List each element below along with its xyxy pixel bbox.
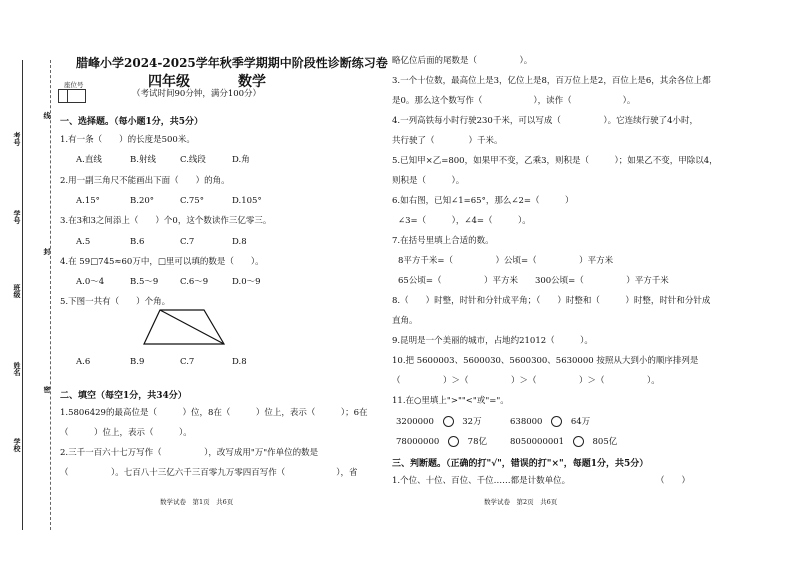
q2-option-d: D.105° bbox=[232, 196, 262, 206]
r-q10-line1: 10.把 5600003、5600030、5600300、5630000 按照从大到小的顺序排列是 bbox=[392, 356, 699, 366]
compare-left-1: 3200000 bbox=[396, 417, 434, 427]
section-judge-heading: 三、判断题。（正确的打"√"，错误的打"×"，每题1分，共5分） bbox=[392, 459, 649, 469]
q3-option-c: C.7 bbox=[180, 237, 195, 247]
q1-option-d: D.角 bbox=[232, 155, 250, 165]
judge-q1-paren[interactable]: （ ） bbox=[656, 476, 691, 486]
section-choice-heading: 一、选择题。（每小题1分，共5分） bbox=[60, 117, 204, 127]
q3-text: 3.在3和3之间添上（ ）个0，这个数读作三亿零三。 bbox=[60, 216, 272, 226]
r-q9-text: 9.昆明是一个美丽的城市，占地约21012（ ）。 bbox=[392, 336, 593, 346]
r-q5-line2: 则积是（ ）。 bbox=[392, 176, 465, 186]
compare-row-2 bbox=[510, 416, 590, 428]
gutter-seal-xian: 线 bbox=[43, 112, 52, 119]
q2-option-b: B.20° bbox=[130, 196, 155, 206]
q5-option-c: C.7 bbox=[180, 357, 195, 367]
page-footer-2: 数学试卷 第2页 共6页 bbox=[484, 498, 558, 506]
q1-text: 1.有一条（ ）的长度是500米。 bbox=[60, 135, 195, 145]
r-q11-text: 11.在○里填上">""<"或"="。 bbox=[392, 396, 509, 406]
q5-text: 5.下图一共有（ ）个角。 bbox=[60, 297, 171, 307]
compare-circle-2[interactable] bbox=[551, 416, 562, 427]
q2-option-c: C.75° bbox=[180, 196, 204, 206]
compare-row-3 bbox=[396, 436, 487, 448]
q4-option-b: B.5～9 bbox=[130, 277, 159, 287]
r-q10-line2: （ ）＞（ ）＞（ ）＞（ ）。 bbox=[392, 376, 660, 386]
gutter-seal-mi: 密 bbox=[43, 386, 52, 393]
compare-right-1: 32万 bbox=[462, 417, 482, 427]
q5-option-a: A.6 bbox=[76, 357, 91, 367]
r-q8-line2: 直角。 bbox=[392, 316, 418, 326]
compare-left-2: 638000 bbox=[510, 417, 543, 427]
q1-option-c: C.线段 bbox=[180, 155, 206, 165]
gutter-label-xuexiao: 学校 bbox=[13, 438, 22, 452]
trapezoid-figure bbox=[138, 302, 234, 350]
gutter-dashed-line bbox=[50, 60, 51, 530]
exam-info: （考试时间90分钟，满分100分） bbox=[132, 89, 262, 99]
compare-left-3: 78000000 bbox=[396, 437, 440, 447]
q2-text: 2.用一副三角尺不能画出下面（ ）的角。 bbox=[60, 176, 230, 186]
gutter-label-xuehao: 学号 bbox=[13, 210, 22, 224]
exam-title: 腊峰小学2024-2025学年秋季学期期中阶段性诊断练习卷 bbox=[76, 56, 388, 70]
judge-q1-text: 1.个位、十位、百位、千位……都是计数单位。 bbox=[392, 476, 571, 486]
q4-text: 4.在 59□745≈60万中，□里可以填的数是（ ）。 bbox=[60, 257, 264, 267]
q4-option-c: C.6～9 bbox=[180, 277, 209, 287]
q3-option-b: B.6 bbox=[130, 237, 145, 247]
compare-row-1 bbox=[396, 416, 482, 428]
q4-option-a: A.0～4 bbox=[76, 277, 105, 287]
r-q3-line2: 是0。那么这个数写作（ ），读作（ ）。 bbox=[392, 96, 636, 106]
gutter-seal-feng: 封 bbox=[43, 248, 52, 255]
grade: 四年级 bbox=[148, 74, 190, 90]
q5-option-d: D.8 bbox=[232, 357, 247, 367]
gutter-label-banji: 班级 bbox=[13, 284, 22, 298]
r-q4-line1: 4.一列高铁每小时行驶230千米，可以写成（ ）。它连续行驶了4小时， bbox=[392, 116, 698, 126]
r-q7-text: 7.在括号里填上合适的数。 bbox=[392, 236, 494, 246]
q3-option-d: D.8 bbox=[232, 237, 247, 247]
gutter-label-xingming: 姓名 bbox=[13, 362, 22, 376]
r-q6-line2: ∠3=（ ），∠4=（ ）。 bbox=[398, 216, 531, 226]
gutter-label-kaohao: 考号 bbox=[13, 132, 22, 146]
r-q8-line1: 8.（ ）时整，时针和分针成平角；（ ）时整和（ ）时整，时针和分针成 bbox=[392, 296, 711, 306]
q3-option-a: A.5 bbox=[76, 237, 91, 247]
compare-right-2: 64万 bbox=[570, 417, 591, 427]
seat-number-box bbox=[58, 89, 86, 103]
q2-option-a: A.15° bbox=[76, 196, 100, 206]
section-fill-heading: 二、填空（每空1分，共34分） bbox=[60, 391, 187, 401]
q1-option-a: A.直线 bbox=[76, 155, 102, 165]
r-q3-line1: 3.一个十位数，最高位上是3，亿位上是8，百万位上是2，百位上是6，其余各位上都 bbox=[392, 76, 711, 86]
seat-label: 座位号 bbox=[64, 81, 84, 89]
fill-q1-line1: 1.5806429的最高位是（ ）位，8在（ ）位上，表示（ ）；6在 bbox=[60, 408, 368, 418]
compare-row-4 bbox=[510, 436, 617, 448]
fill-q1-line2: （ ）位上，表示（ ）。 bbox=[60, 428, 192, 438]
compare-circle-1[interactable] bbox=[443, 416, 454, 427]
r-q4-line2: 共行驶了（ ）千米。 bbox=[392, 136, 503, 146]
q1-option-b: B.射线 bbox=[130, 155, 156, 165]
r-q6-line1: 6.如右图，已知∠1=65°，那么∠2=（ ） bbox=[392, 196, 574, 206]
r-q7-line2: 65公顷=（ ）平方米 300公顷=（ ）平方千米 bbox=[398, 276, 669, 286]
r-continue-line: 略亿位后面的尾数是（ ）。 bbox=[392, 56, 533, 66]
q5-option-b: B.9 bbox=[130, 357, 145, 367]
compare-circle-4[interactable] bbox=[573, 436, 584, 447]
compare-right-4: 805亿 bbox=[592, 437, 618, 447]
subject: 数学 bbox=[238, 74, 266, 90]
compare-right-3: 78亿 bbox=[467, 437, 487, 447]
r-q5-line1: 5.已知甲×乙=800，如果甲不变，乙乘3，则积是（ ）；如果乙不变，甲除以4， bbox=[392, 156, 718, 166]
q4-option-d: D.0～9 bbox=[232, 277, 261, 287]
fill-q2-line1: 2.三千一百六十七万写作（ ），改写成用"万"作单位的数是 bbox=[60, 448, 319, 458]
compare-circle-3[interactable] bbox=[448, 436, 459, 447]
r-q7-line1: 8平方千米=（ ）公顷=（ ）平方米 bbox=[398, 256, 614, 266]
compare-left-4: 8050000001 bbox=[510, 437, 565, 447]
fill-q2-line2: （ ）。七百八十三亿六千三百零九万零四百写作（ ），省 bbox=[60, 468, 358, 478]
page-footer-1: 数学试卷 第1页 共6页 bbox=[160, 498, 234, 506]
gutter-line bbox=[22, 60, 23, 530]
